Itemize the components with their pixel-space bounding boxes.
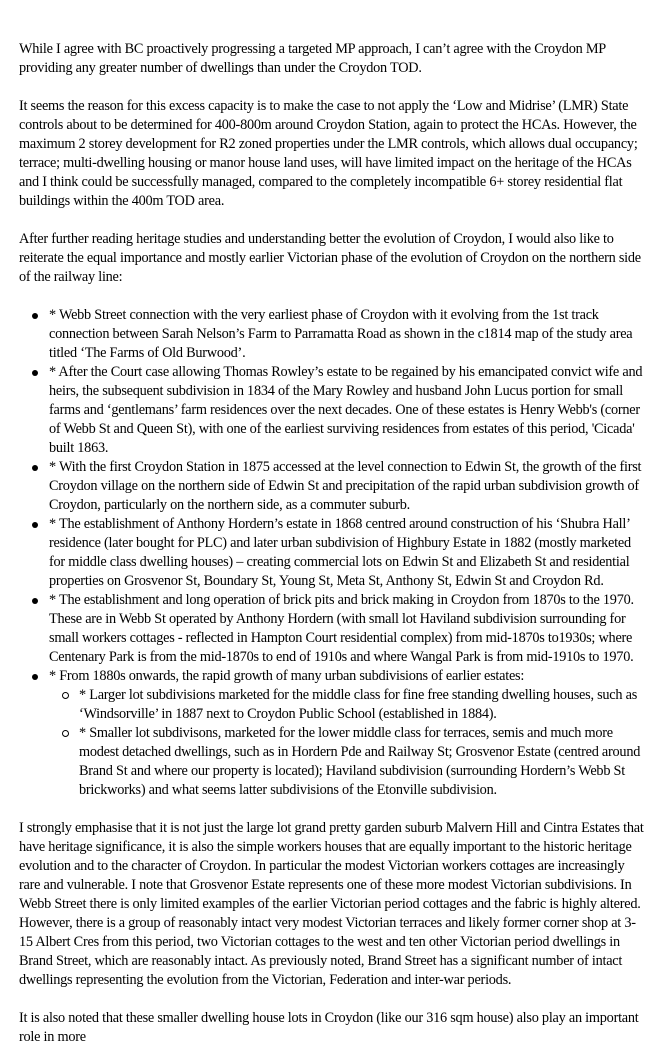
- paragraph-smaller-lots: It is also noted that these smaller dwelling house lots in Croydon (like our 316 sqm house) also play an important role in more: [19, 1010, 639, 1045]
- sub-list-item: [49, 686, 645, 724]
- sub-list-item: [49, 724, 645, 800]
- paragraph-workers-cottages: I strongly emphasise that it is not just the large lot grand pretty garden suburb Malvern Hill and Cintra Estates that have heritage significance, it is also the simple workers houses that are equally important to the historic heritage evolution and to the character of Croydon. In particular the modest Victorian workers cottages are increasingly rare and vulnerable. I note that Grosvenor Estate represents one of these more modest Victorian subdivisions. In Webb Street there is only limited examples of the earlier Victorian period cottages and the fabric is highly altered. However, there is a group of reasonably intact very modest Victorian terraces and likely former corner shop at 3-15 Albert Cres from this period, two Victorian cottages to the west and ten other Victorian period dwellings in Brand Street, which are reasonably intact. As previously noted, Brand Street has a significant number of intact dwellings representing the evolution from the Victorian, Federation and inter-war periods.: [19, 820, 644, 988]
- paragraph-lmr-controls: It seems the reason for this excess capacity is to make the case to not apply the ‘Low and Midrise’ (LMR) State controls about to be determined for 400-800m around Croydon Station, again to protect the HCAs. However, the maximum 2 storey development for R2 zoned properties under the LMR controls, which allows dual occupancy; terrace; multi-dwelling housing or manor house land uses, will have limited impact on the heritage of the HCAs and I think could be successfully managed, compared to the completely incompatible 6+ storey residential flat buildings within the 400m TOD area.: [19, 98, 638, 209]
- list-item: [19, 515, 645, 591]
- sub-list-item-text: * Smaller lot subdivisons, marketed for the lower middle class for terraces, semis and much more modest detached dwellings, such as in Hordern Pde and Railway St; Grosvenor Estate (centred around Brand St and where our property is located); Haviland subdivision (surrounding Hordern’s Webb St brickworks) and what seems latter subdivisions of the Etonville subdivision.: [79, 725, 641, 798]
- sub-list-item-text: * Larger lot subdivisions marketed for the middle class for fine free standing dwelling houses, such as ‘Windsorville’ in 1887 next to Croydon Public School (established in 1884).: [79, 687, 638, 722]
- document-page: [19, 40, 645, 1047]
- list-item: [19, 363, 645, 458]
- list-item: [19, 591, 645, 667]
- list-item-text: * After the Court case allowing Thomas Rowley’s estate to be regained by his emancipated convict wife and heirs, the subsequent subdivision in 1834 of the Mary Rowley and husband John Lucus portion for small farms and ‘gentlemans’ farm residences over the next decades. One of these estates is Henry Webb's (corner of Webb St and Queen St), with one of the earliest surviving residences from estates of this period, 'Cicada' built 1863.: [49, 364, 643, 456]
- evolution-bullet-list: [19, 306, 645, 800]
- list-item-text: * The establishment of Anthony Hordern’s estate in 1868 centred around construction of his ‘Shubra Hall’ residence (later bought for PLC) and later urban subdivision of Highbury Estate in 1882 (mostly marketed for middle class dwelling houses) – creating commercial lots on Edwin St and Elizabeth St and residential properties on Grosvenor St, Boundary St, Young St, Meta St, Anthony St, Edwin St and Croydon Rd.: [49, 516, 631, 589]
- list-item: [19, 458, 645, 515]
- list-item-text: * Webb Street connection with the very earliest phase of Croydon with it evolving from the 1st track connection between Sarah Nelson’s Farm to Parramatta Road as shown in the c1814 map of the study area titled ‘The Farms of Old Burwood’.: [49, 307, 633, 361]
- list-item-text: * The establishment and long operation of brick pits and brick making in Croydon from 1870s to the 1970. These are in Webb St operated by Anthony Hordern (with small lot Haviland subdivision surrounding for small workers cottages - reflected in Hampton Court residential complex) from mid-1870s to1930s; where Centenary Park is from the mid-1870s to end of 1910s and where Wangal Park is from mid-1910s to 1970.: [49, 592, 634, 665]
- list-item-text: * With the first Croydon Station in 1875 accessed at the level connection to Edwin St, the growth of the first Croydon village on the northern side of Edwin St and precipitation of the rapid urban subdivision growth of Croydon, particularly on the northern side, as a commuter suburb.: [49, 459, 642, 513]
- list-item-text: * From 1880s onwards, the rapid growth of many urban subdivisions of earlier estates:: [49, 668, 525, 684]
- list-item: [19, 667, 645, 800]
- list-item: [19, 306, 645, 363]
- paragraph-intro: While I agree with BC proactively progressing a targeted MP approach, I can’t agree with the Croydon MP providing any greater number of dwellings than under the Croydon TOD.: [19, 41, 606, 76]
- paragraph-heritage-studies: After further reading heritage studies and understanding better the evolution of Croydon, I would also like to reiterate the equal importance and mostly earlier Victorian phase of the evolution of Croydon on the northern side of the railway line:: [19, 231, 641, 285]
- subdivision-sub-list: [49, 686, 645, 800]
